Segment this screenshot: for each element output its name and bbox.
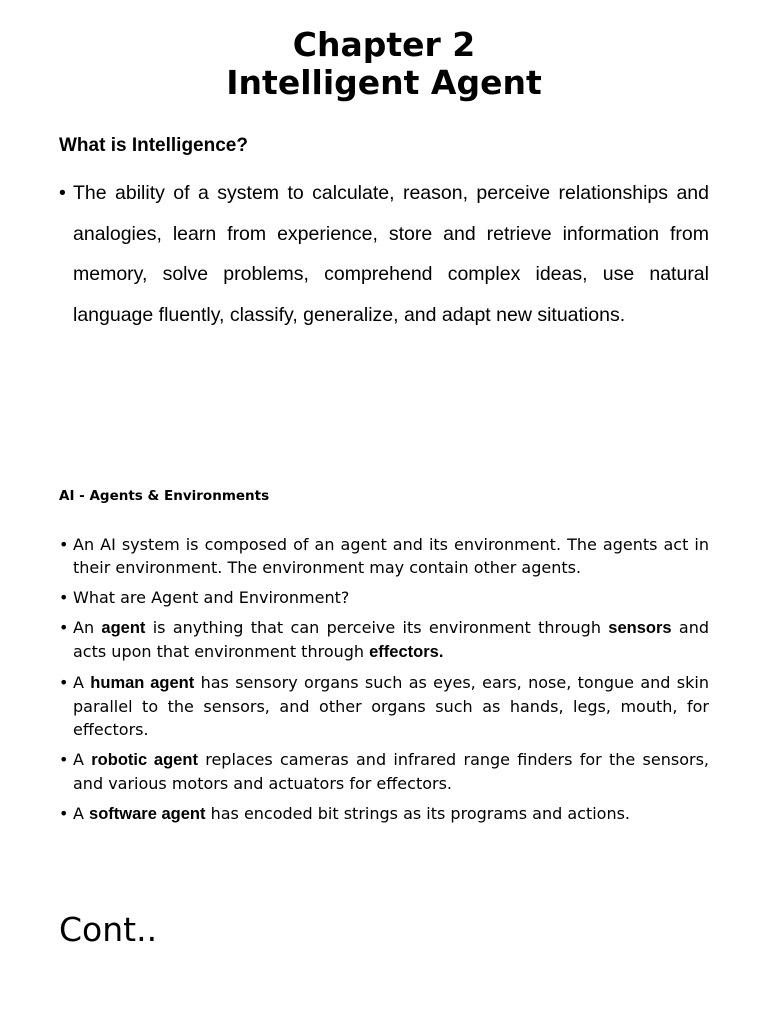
item-text: An AI system is composed of an agent and its environment. The agents act in their environment. The environment may contain other agents. [73,535,709,577]
continued-label: Cont.. [59,910,158,949]
bullet-marker: • [59,618,69,637]
item-text: and acts upon that environment through [73,618,710,661]
agents-environments-heading: AI - Agents & Environments [59,488,270,504]
list-item-human-agent [59,671,709,741]
bullet-marker: • [59,673,69,692]
chapter-name: Intelligent Agent [226,63,542,102]
item-text: replaces cameras and infrared range finders for the sensors, and various motors and actuators for effectors. [73,750,709,793]
bullet-marker: • [59,588,69,607]
item-text: A [73,673,91,692]
term-effectors: effectors. [369,643,444,661]
list-item-software-agent [59,802,709,826]
list-item-robotic-agent [59,748,709,795]
item-text: A [73,804,90,823]
list-item-question [59,586,709,609]
bullet-marker: • [59,750,69,769]
item-text: A [73,750,92,769]
chapter-title [0,26,768,102]
item-text: is anything that can perceive its environment through [145,618,609,637]
definition-text: The ability of a system to calculate, reason, perceive relationships and analogies, learn from experience, store and retrieve information from memory, solve problems, comprehend complex ideas, use natural language fluently, classify, generalize, and adapt new situations. [73,182,709,326]
term-robotic-agent: robotic agent [91,751,198,769]
agents-list [59,533,709,833]
bullet-marker: • [59,804,69,823]
intelligence-list [59,173,709,335]
chapter-number: Chapter 2 [292,25,476,64]
item-text: has sensory organs such as eyes, ears, nose, tongue and skin parallel to the sensors, and other organs such as hands, legs, mouth, for effectors. [73,673,709,739]
term-sensors: sensors [608,619,672,637]
item-text: What are Agent and Environment? [73,588,350,607]
term-software-agent: software agent [89,805,206,823]
list-item-ai-system [59,533,709,579]
list-item-agent-definition [59,616,709,664]
term-agent: agent [101,619,146,637]
term-human-agent: human agent [90,674,195,692]
intelligence-heading: What is Intelligence? [59,135,248,156]
item-text: has encoded bit strings as its programs and actions. [205,804,631,823]
item-text: An [73,618,102,637]
intelligence-definition [59,173,709,335]
bullet-marker: • [59,535,69,554]
bullet-marker: • [59,182,66,204]
